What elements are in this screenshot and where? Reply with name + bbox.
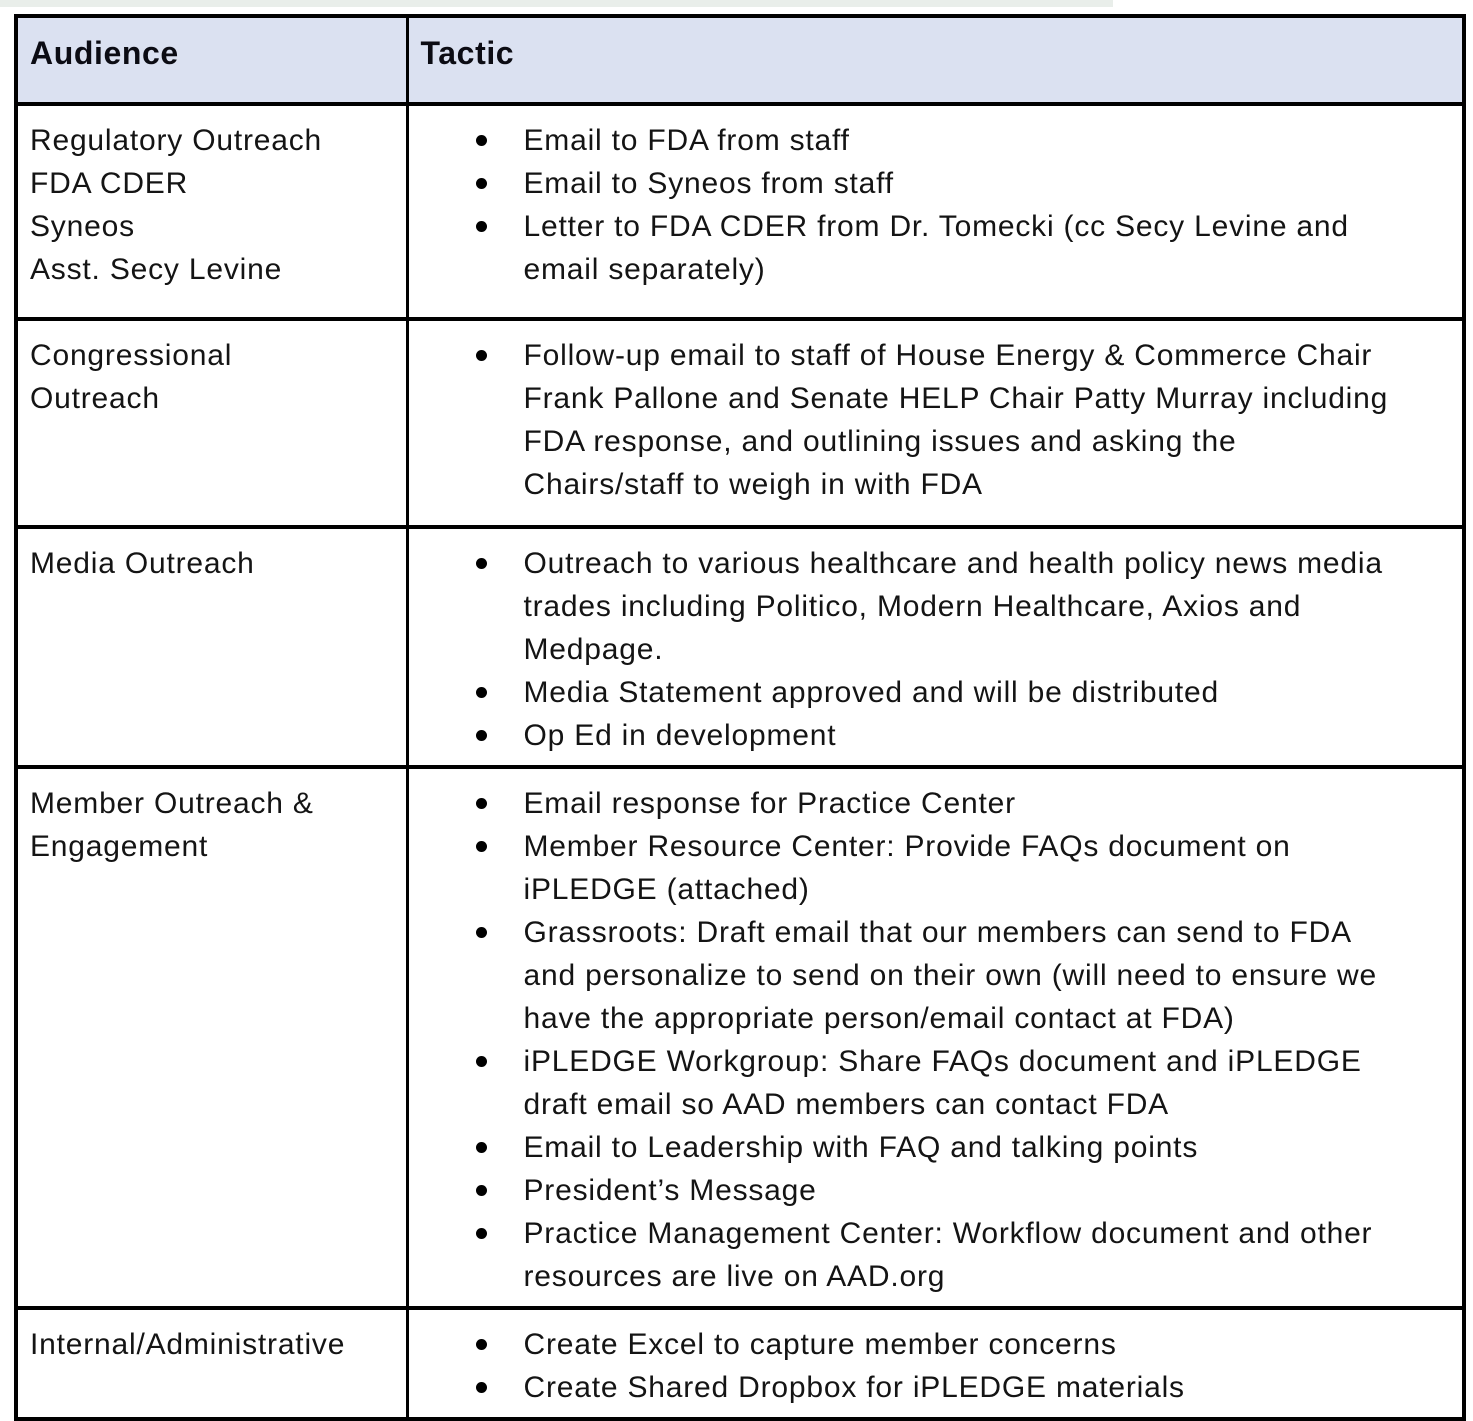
tactic-item: Outreach to various healthcare and health policy news media trades including Politico, Modern Healthcare, Axios and Medpage.	[524, 542, 1395, 671]
tactic-cell	[407, 767, 1464, 1308]
audience-cell	[16, 1308, 407, 1419]
column-header-audience-label: Audience	[30, 35, 179, 71]
tactic-cell	[407, 527, 1464, 767]
top-rule	[0, 0, 1113, 7]
tactic-item: Follow-up email to staff of House Energy & Commerce Chair Frank Pallone and Senate HELP Chair Patty Murray including FDA response, and outlining issues and asking the Chairs/staff to weigh in with FDA	[524, 334, 1395, 506]
tactic-item: Letter to FDA CDER from Dr. Tomecki (cc Secy Levine and email separately)	[524, 205, 1395, 291]
tactic-list	[409, 782, 1395, 1298]
tactic-item: President’s Message	[524, 1169, 1395, 1212]
audience-cell	[16, 104, 407, 319]
tactic-item: iPLEDGE Workgroup: Share FAQs document and iPLEDGE draft email so AAD members can contact FDA	[524, 1040, 1395, 1126]
audience-line: Internal/Administrative	[30, 1328, 346, 1361]
audience-line: Media Outreach	[30, 547, 255, 580]
tactic-item: Email to FDA from staff	[524, 119, 1395, 162]
column-header-tactic-label: Tactic	[420, 35, 515, 71]
tactic-list	[409, 334, 1395, 506]
audience-cell	[16, 767, 407, 1308]
table-row-congressional-outreach	[16, 319, 1464, 527]
tactic-item: Media Statement approved and will be distributed	[524, 671, 1395, 714]
tactic-item: Email to Syneos from staff	[524, 162, 1395, 205]
tactic-item: Grassroots: Draft email that our members can send to FDA and personalize to send on their own (will need to ensure we have the appropriate person/email contact at FDA)	[524, 911, 1395, 1040]
table-row-regulatory-outreach	[16, 104, 1464, 319]
tactic-cell	[407, 104, 1464, 319]
audience-line: Asst. Secy Levine	[30, 253, 283, 286]
audience-cell	[16, 527, 407, 767]
audience-line: FDA CDER	[30, 167, 189, 200]
tactic-item: Email response for Practice Center	[524, 782, 1395, 825]
tactic-list	[409, 119, 1395, 291]
table-row-media-outreach	[16, 527, 1464, 767]
audience-line: Regulatory Outreach	[30, 124, 323, 157]
column-header-tactic	[407, 16, 1464, 104]
tactic-cell	[407, 1308, 1464, 1419]
tactic-cell	[407, 319, 1464, 527]
audience-cell	[16, 319, 407, 527]
audience-tactic-table	[14, 14, 1466, 1421]
audience-line: Syneos	[30, 210, 135, 243]
tactic-item: Practice Management Center: Workflow document and other resources are live on AAD.org	[524, 1212, 1395, 1298]
audience-line: Member Outreach & Engagement	[30, 787, 314, 863]
tactic-list	[409, 542, 1395, 757]
table-row-internal-administrative	[16, 1308, 1464, 1419]
table-row-member-outreach-engagement	[16, 767, 1464, 1308]
tactic-item: Email to Leadership with FAQ and talking points	[524, 1126, 1395, 1169]
table-header-row	[16, 16, 1464, 104]
audience-line: Congressional Outreach	[30, 339, 233, 415]
tactic-item: Member Resource Center: Provide FAQs document on iPLEDGE (attached)	[524, 825, 1395, 911]
column-header-audience	[16, 16, 407, 104]
tactic-item: Create Excel to capture member concerns	[524, 1323, 1395, 1366]
tactic-list	[409, 1323, 1395, 1409]
tactic-item: Create Shared Dropbox for iPLEDGE materials	[524, 1366, 1395, 1409]
tactic-item: Op Ed in development	[524, 714, 1395, 757]
